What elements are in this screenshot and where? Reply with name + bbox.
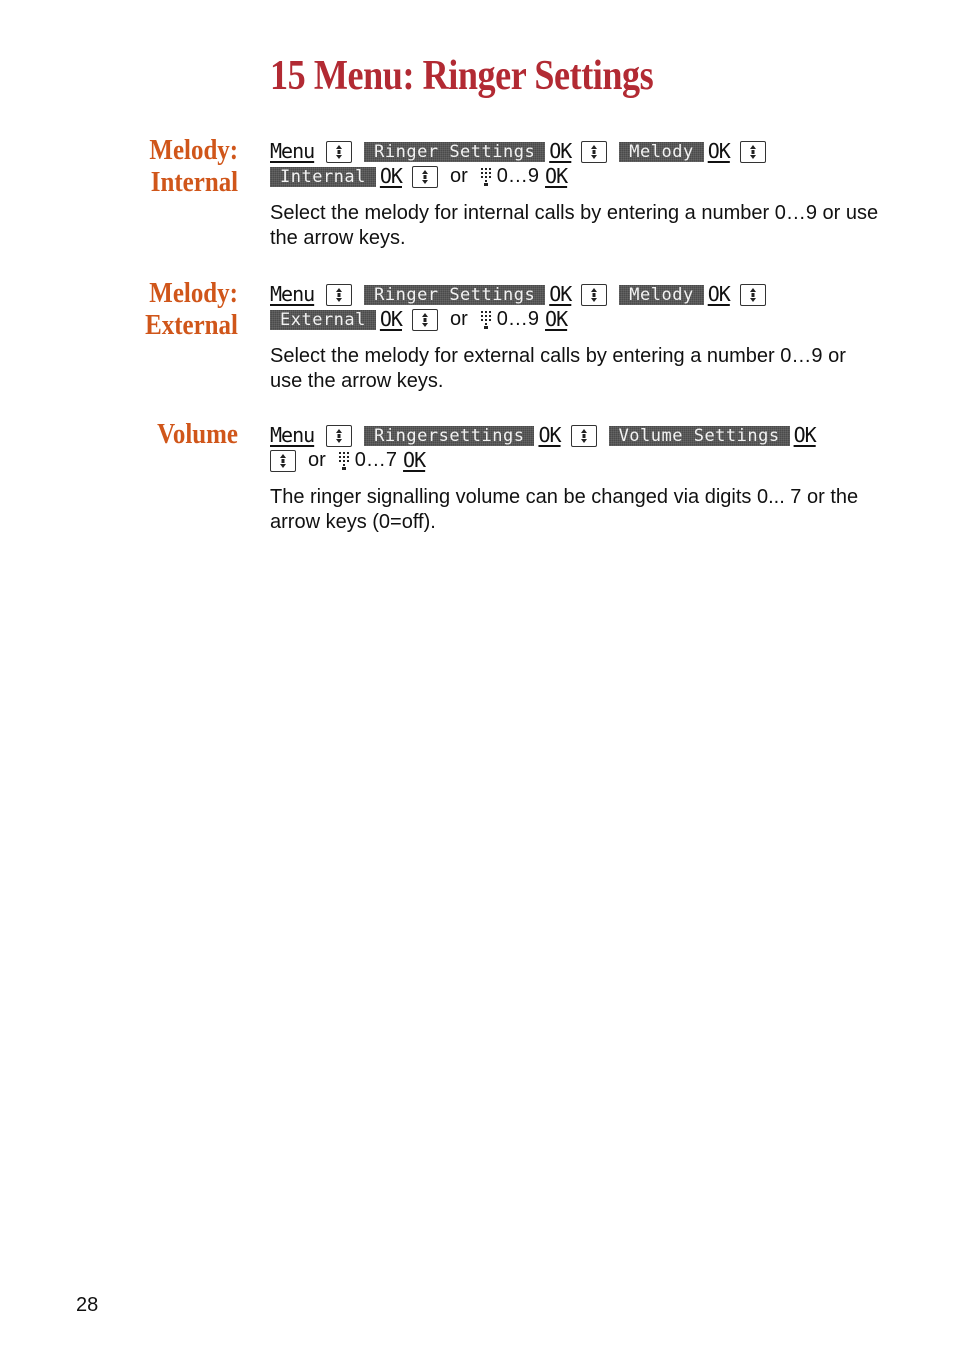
digit-range: 0…9 [496, 308, 540, 330]
ok-softkey: OK [379, 307, 402, 331]
display-text: Internal [270, 167, 376, 187]
display-text: Melody [619, 285, 703, 305]
or-text: or [449, 308, 468, 330]
page-number: 28 [76, 1294, 99, 1316]
up-down-arrow-key-icon [571, 425, 597, 447]
section-label-line2: External [145, 309, 238, 341]
menu-softkey: Menu [270, 282, 315, 306]
up-down-arrow-key-icon [412, 309, 438, 331]
key-sequence [270, 423, 880, 473]
ok-softkey: OK [793, 423, 816, 447]
display-text: Ringersettings [364, 426, 534, 446]
display-text: Volume Settings [609, 426, 790, 446]
up-down-arrow-key-icon [581, 141, 607, 163]
or-text: or [308, 449, 326, 471]
or-text: or [449, 165, 468, 187]
ok-softkey: OK [545, 164, 568, 188]
up-down-arrow-key-icon [740, 141, 766, 163]
section-label-line1: Melody: [149, 134, 238, 166]
display-text: Ringer Settings [364, 285, 545, 305]
up-down-arrow-key-icon [270, 450, 296, 472]
display-text: External [270, 310, 376, 330]
ok-softkey: OK [403, 448, 426, 472]
ok-softkey: OK [549, 282, 572, 306]
section-label-line2: Internal [150, 166, 238, 198]
digit-range: 0…9 [496, 165, 540, 187]
section-description: Select the melody for internal calls by entering a number 0…9 or use the arrow keys. [270, 202, 879, 249]
chapter-title: Menu: Ringer Settings [313, 53, 654, 99]
section-description: Select the melody for external calls by entering a number 0…9 or use the arrow keys. [270, 345, 846, 392]
page-title [270, 50, 653, 102]
display-text: Ringer Settings [364, 142, 545, 162]
keypad-icon [480, 310, 492, 330]
ok-softkey: OK [538, 423, 561, 447]
key-sequence [270, 282, 880, 332]
menu-softkey: Menu [270, 139, 315, 163]
up-down-arrow-key-icon [412, 166, 438, 188]
up-down-arrow-key-icon [326, 141, 352, 163]
keypad-icon [338, 451, 350, 471]
section-label-line1: Melody: [149, 277, 238, 309]
section-label [145, 277, 238, 341]
up-down-arrow-key-icon [581, 284, 607, 306]
menu-softkey: Menu [270, 423, 315, 447]
ok-softkey: OK [707, 139, 730, 163]
ok-softkey: OK [379, 164, 402, 188]
keypad-icon [480, 167, 492, 187]
ok-softkey: OK [707, 282, 730, 306]
section-label [157, 418, 238, 450]
section-description: The ringer signalling volume can be changed via digits 0... 7 or the arrow keys (0=off). [270, 486, 859, 533]
up-down-arrow-key-icon [740, 284, 766, 306]
key-sequence [270, 139, 880, 189]
digit-range: 0…7 [354, 449, 398, 471]
up-down-arrow-key-icon [326, 425, 352, 447]
chapter-number: 15 [270, 53, 306, 99]
up-down-arrow-key-icon [326, 284, 352, 306]
section-label [149, 134, 238, 198]
ok-softkey: OK [549, 139, 572, 163]
section-label-line1: Volume [157, 418, 238, 450]
ok-softkey: OK [545, 307, 568, 331]
display-text: Melody [619, 142, 703, 162]
